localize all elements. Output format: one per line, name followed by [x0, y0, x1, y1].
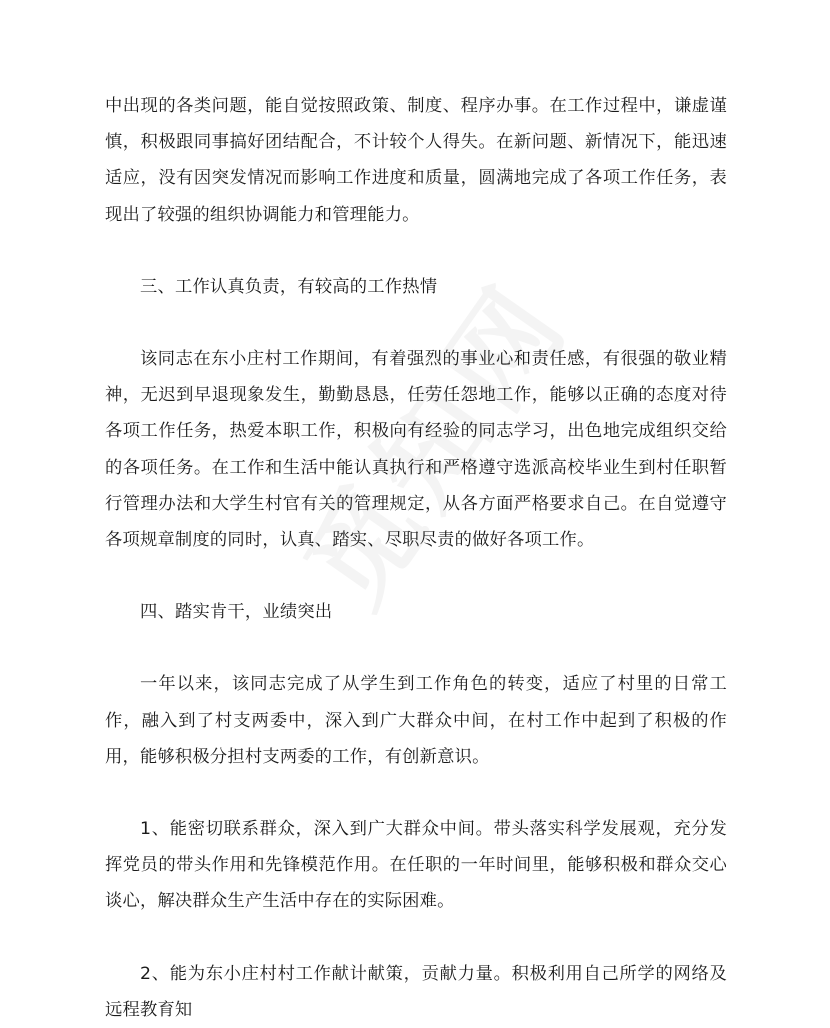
paragraph-body: 中出现的各类问题，能自觉按照政策、制度、程序办事。在工作过程中，谦虚谨慎，积极跟同事搞好团结配合，不计较个人得失。在新问题、新情况下，能迅速适应，没有因突发情况而影响工作进度和质量，圆满地完成了各项工作任务，表现出了较强的组织协调能力和管理能力。: [105, 96, 727, 225]
paragraph-gap: [105, 558, 727, 594]
list-item-paragraph: 2、能为东小庄村村工作献计献策，贡献力量。积极利用自己所学的网络及远程教育知: [105, 963, 727, 1020]
paragraph-gap: [105, 630, 727, 666]
paragraph-gap: [105, 920, 727, 956]
paragraph-body: 该同志在东小庄村工作期间，有着强烈的事业心和责任感，有很强的敬业精神，无迟到早退现象发生，勤勤恳恳，任劳任怨地工作，能够以正确的态度对待各项工作任务，热爱本职工作，积极向有经验的同志学习，出色地完成组织交给的各项任务。在工作和生活中能认真执行和严格遵守选派高校毕业生到村任职暂行管理办法和大学生村官有关的管理规定，从各方面严格要求自己。在自觉遵守各项规章制度的同时，认真、踏实、尽职尽责的做好各项工作。: [105, 349, 727, 551]
paragraph-gap: [105, 775, 727, 811]
list-item-paragraph: 1、能密切联系群众，深入到广大群众中间。带头落实科学发展观，充分发挥党员的带头作用和先锋模范作用。在任职的一年时间里，能够积极和群众交心谈心，解决群众生产生活中存在的实际困难。: [105, 819, 727, 912]
document-page: [105, 88, 727, 1028]
paragraph-body: 一年以来，该同志完成了从学生到工作角色的转变，适应了村里的日常工作，融入到了村支两委中，深入到广大群众中间，在村工作中起到了积极的作用，能够积极分担村支两委的工作，有创新意识。: [105, 674, 727, 767]
section-heading: 三、工作认真负责，有较高的工作热情: [140, 276, 438, 297]
paragraph-gap: [105, 305, 727, 341]
section-heading: 四、踏实肯干，业绩突出: [140, 602, 333, 623]
paragraph-gap: [105, 233, 727, 269]
